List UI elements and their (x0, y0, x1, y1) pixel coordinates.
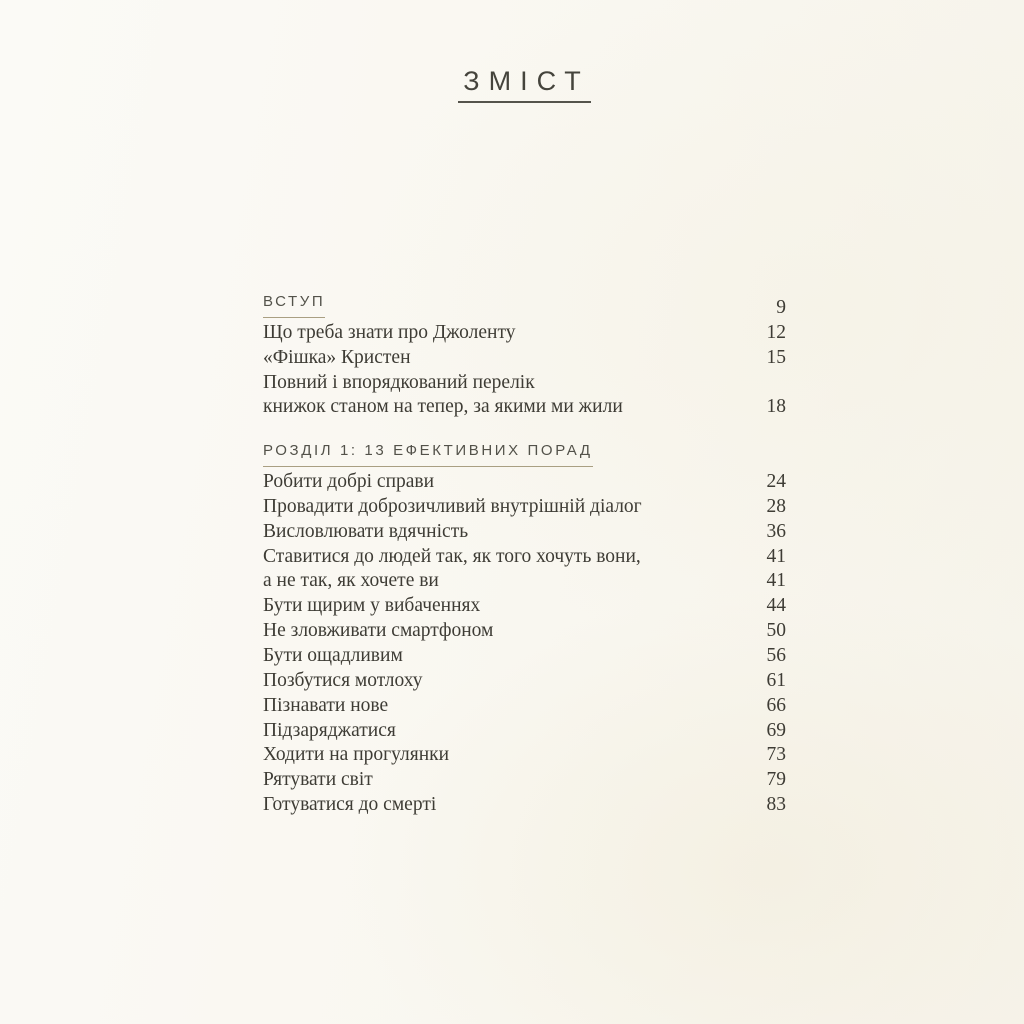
toc-entry-page: 56 (766, 644, 786, 666)
toc-entry (263, 743, 786, 768)
toc-entry-page: 69 (766, 719, 786, 741)
toc-entry-label: Бути ощадливим (263, 644, 403, 666)
toc-section-header-page: 9 (776, 297, 786, 318)
toc-entry-page: 41 (766, 570, 786, 592)
toc-entry-label: Не зловживати смартфоном (263, 620, 494, 642)
toc-entry (263, 719, 786, 744)
toc-entry-label: Що треба знати про Джоленту (263, 321, 516, 343)
toc-entry-page: 73 (766, 744, 786, 766)
toc-entry (263, 569, 786, 594)
toc-entry-label: Повний і впорядкований перелік (263, 371, 535, 393)
toc-entry-page: 28 (766, 495, 786, 517)
toc-entry-label: Висловлювати вдячність (263, 520, 469, 542)
toc-entry (263, 495, 786, 520)
toc-entry-page: 24 (766, 471, 786, 493)
toc-entry (263, 594, 786, 619)
toc-entry-page: 66 (766, 694, 786, 716)
toc-section-header-label: РОЗДІЛ 1: 13 ЕФЕКТИВНИХ ПОРАД (263, 439, 593, 467)
toc-section (263, 442, 786, 818)
toc-section (263, 293, 786, 420)
toc-entry-page: 15 (766, 346, 786, 368)
toc-entry (263, 470, 786, 495)
toc-entry (263, 694, 786, 719)
toc-entry-page: 44 (766, 595, 786, 617)
toc-section-header-row (263, 293, 786, 321)
toc-entry (263, 619, 786, 644)
toc-section-header-row (263, 442, 786, 470)
toc-entry-page: 36 (766, 520, 786, 542)
toc-entry (263, 768, 786, 793)
toc-entry (263, 371, 786, 396)
toc-entry-label: Позбутися мотлоху (263, 669, 423, 691)
toc-entry-label: Готуватися до смерті (263, 794, 437, 816)
toc-entry-page: 83 (766, 794, 786, 816)
toc-entry-label: Підзаряджатися (263, 719, 396, 741)
toc-entry-label: Бути щирим у вибаченнях (263, 595, 481, 617)
toc-entry (263, 520, 786, 545)
page-header (263, 66, 786, 103)
toc-entry (263, 321, 786, 346)
toc-entry-page: 18 (766, 396, 786, 418)
toc-entry-label: а не так, як хочете ви (263, 570, 439, 592)
toc-section-header-label: ВСТУП (263, 290, 325, 318)
toc-entry (263, 793, 786, 818)
toc-entry-label: Рятувати світ (263, 769, 373, 791)
page-title: ЗМІСТ (458, 66, 590, 103)
toc-entry-label: Ходити на прогулянки (263, 744, 450, 766)
table-of-contents (263, 293, 786, 818)
toc-entry-label: Провадити доброзичливий внутрішній діалог (263, 495, 642, 517)
toc-entry (263, 346, 786, 371)
toc-entry-page: 41 (766, 545, 786, 567)
toc-entry (263, 395, 786, 420)
toc-entry-page: 79 (766, 769, 786, 791)
toc-entry (263, 545, 786, 570)
toc-entry-label: Ставитися до людей так, як того хочуть вони, (263, 545, 641, 567)
toc-entry-label: «Фішка» Кристен (263, 346, 411, 368)
toc-entry-label: Робити добрі справи (263, 471, 435, 493)
toc-entry-page: 50 (766, 620, 786, 642)
toc-entry-page: 61 (766, 669, 786, 691)
toc-entry-label: книжок станом на тепер, за якими ми жили (263, 396, 623, 418)
toc-entry (263, 669, 786, 694)
toc-entry-label: Пізнавати нове (263, 694, 389, 716)
toc-entry (263, 644, 786, 669)
toc-entry-page: 12 (766, 321, 786, 343)
